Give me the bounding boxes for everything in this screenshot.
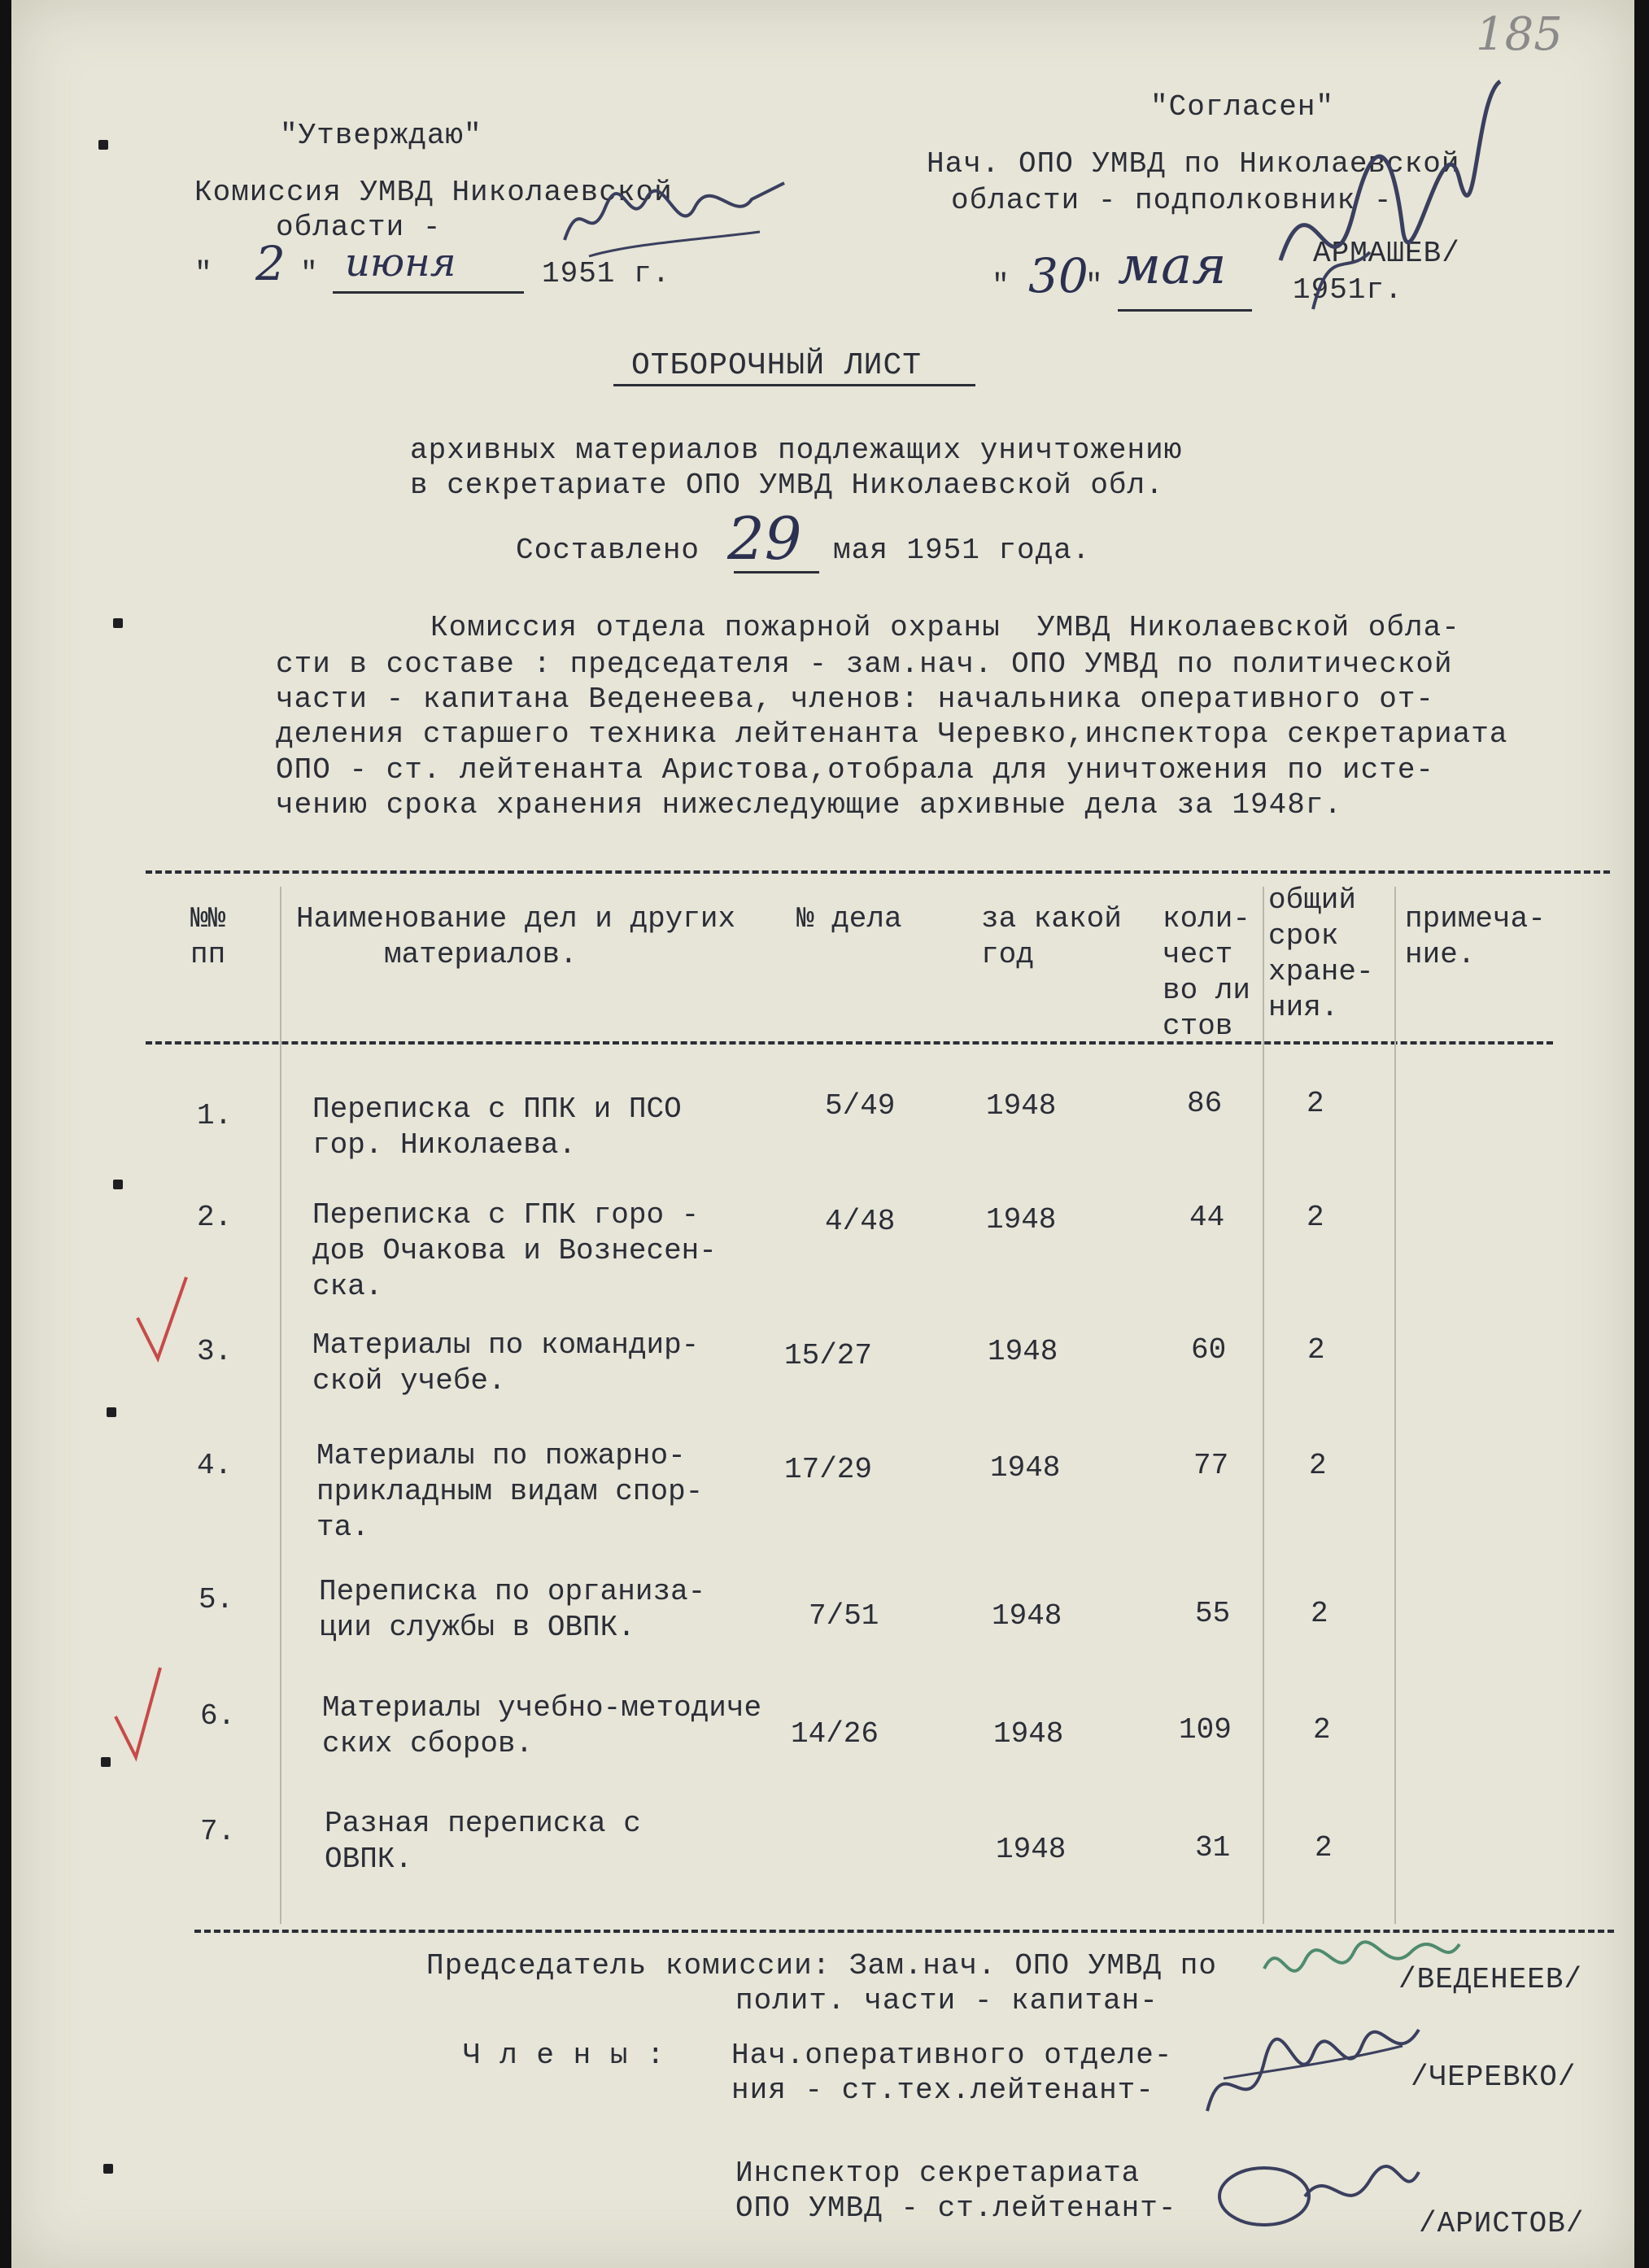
table-column-divider — [1263, 887, 1264, 1924]
row-name: Переписка с ГПК горо - дов Очакова и Вознесен- ска. — [312, 1198, 717, 1303]
row-term: 2 — [1311, 1597, 1328, 1630]
chairman-line-1: Председатель комиссии: Зам.нач. ОПО УМВД по — [426, 1949, 1217, 1982]
row-case: 14/26 — [791, 1717, 879, 1751]
document-page — [11, 0, 1634, 2268]
approve-year: 1951 г. — [542, 257, 671, 290]
row-name: Переписка по организа- ции службы в ОВПК. — [319, 1575, 706, 1644]
table-column-divider — [1394, 887, 1396, 1924]
agree-month-handwritten: мая — [1118, 236, 1227, 296]
member-1-name: /ЧЕРЕВКО/ — [1411, 2061, 1577, 2094]
punch-hole — [113, 1180, 123, 1189]
row-name: Материалы по командир- ской учебе. — [312, 1328, 700, 1398]
approve-date-open-quote: " — [194, 257, 213, 290]
row-year: 1948 — [993, 1717, 1064, 1751]
row-term: 2 — [1307, 1087, 1324, 1120]
row-number: 4. — [197, 1449, 233, 1482]
row-number: 1. — [197, 1099, 233, 1132]
member-2-name: /АРИСТОВ/ — [1419, 2207, 1585, 2240]
row-case: 4/48 — [825, 1205, 896, 1238]
approve-month-handwritten: июня — [345, 240, 456, 286]
agree-signatory: АРМАШЕВ/ — [1313, 237, 1460, 270]
agree-line-1: Нач. ОПО УМВД по Николаевской — [927, 147, 1460, 181]
row-term: 2 — [1307, 1333, 1325, 1367]
row-number: 5. — [198, 1583, 234, 1616]
agree-month-underline — [1118, 309, 1252, 312]
approve-date-close-quote: " — [300, 257, 319, 290]
header-term: общий срок хране- ния. — [1268, 883, 1374, 1024]
row-year: 1948 — [992, 1599, 1062, 1633]
body-line-5: ОПО - ст. лейтенанта Аристова,отобрала для уничтожения по исте- — [276, 753, 1435, 787]
row-term: 2 — [1313, 1713, 1331, 1747]
row-number: 3. — [197, 1335, 233, 1368]
row-case: 5/49 — [825, 1089, 896, 1123]
approve-line-1: Комиссия УМВД Николаевской — [194, 176, 673, 209]
body-line-4: деления старшего техника лейтенанта Черевко,инспектора секретариата — [276, 717, 1508, 751]
row-name: Переписка с ППК и ПСО гор. Николаева. — [312, 1093, 682, 1162]
member-1-signature — [1191, 2013, 1427, 2135]
member-2-signature — [1207, 2148, 1427, 2245]
title-underline — [613, 384, 975, 386]
agree-signature — [1264, 65, 1508, 325]
checkmark-icon — [129, 1269, 194, 1367]
row-name: Разная переписка с ОВПК. — [325, 1807, 641, 1876]
document-title: ОТБОРОЧНЫЙ ЛИСТ — [631, 348, 923, 383]
row-year: 1948 — [986, 1089, 1057, 1123]
row-term: 2 — [1309, 1449, 1327, 1482]
agree-heading: "Согласен" — [1150, 90, 1335, 124]
header-case-number: № дела — [796, 902, 902, 936]
punch-hole — [103, 2164, 113, 2174]
member-2-line-2: ОПО УМВД - ст.лейтенант- — [735, 2192, 1177, 2225]
body-line-6: чению срока хранения нижеследующие архивные дела за 1948г. — [276, 788, 1343, 822]
approve-signature — [556, 175, 801, 273]
compiled-label: Составлено — [516, 534, 700, 567]
row-term: 2 — [1315, 1831, 1333, 1865]
punch-hole — [101, 1757, 111, 1767]
agree-year: 1951г. — [1293, 273, 1403, 307]
compiled-day-handwritten: 29 — [727, 504, 802, 573]
header-notes: примеча- ние. — [1405, 902, 1546, 971]
chairman-line-2: полит. части - капитан- — [735, 1984, 1158, 2017]
body-line-1: Комиссия отдела пожарной охраны УМВД Николаевской обла- — [430, 611, 1460, 644]
header-sheets: коли- чест во ли стов — [1163, 902, 1251, 1043]
row-case: 7/51 — [809, 1599, 879, 1633]
members-label: Ч л е н ы : — [463, 2039, 665, 2072]
member-2-line-1: Инспектор секретариата — [735, 2157, 1141, 2190]
row-sheets: 60 — [1191, 1333, 1227, 1367]
row-number: 2. — [197, 1201, 233, 1234]
compiled-date-rest: мая 1951 года. — [833, 534, 1091, 567]
checkmark-icon — [107, 1660, 172, 1765]
body-line-2: сти в составе : председателя - зам.нач. ОПО УМВД по политической — [276, 648, 1453, 681]
row-sheets: 77 — [1193, 1449, 1229, 1482]
row-sheets: 31 — [1195, 1831, 1231, 1865]
punch-hole — [107, 1407, 116, 1417]
row-term: 2 — [1307, 1201, 1324, 1234]
row-year: 1948 — [988, 1335, 1058, 1368]
header-name: Наименование дел и других материалов. — [296, 902, 736, 971]
subtitle-line-1: архивных материалов подлежащих уничтожению — [410, 434, 1183, 467]
header-number: №№ пп — [190, 902, 226, 971]
row-case: 17/29 — [784, 1453, 873, 1486]
body-line-3: части - капитана Веденеева, членов: начальника оперативного от- — [276, 683, 1435, 716]
row-sheets: 55 — [1195, 1597, 1231, 1630]
row-year: 1948 — [990, 1451, 1061, 1485]
row-sheets: 109 — [1179, 1713, 1232, 1747]
chairman-signature — [1256, 1928, 1468, 2017]
agree-date-close-quote: " — [1085, 269, 1104, 303]
punch-hole — [98, 140, 108, 150]
row-case: 15/27 — [784, 1339, 873, 1372]
punch-hole — [113, 618, 123, 628]
row-number: 6. — [200, 1699, 236, 1733]
table-top-rule — [146, 870, 1610, 874]
member-1-line-1: Нач.оперативного отделе- — [731, 2039, 1173, 2072]
subtitle-line-2: в секретариате ОПО УМВД Николаевской обл. — [410, 469, 1164, 502]
archive-page-number: 185 — [1476, 8, 1563, 61]
header-year: за какой год — [981, 902, 1122, 971]
approve-line-2: области - — [276, 211, 442, 244]
row-sheets: 44 — [1189, 1201, 1225, 1234]
chairman-name: /ВЕДЕНЕЕВ/ — [1398, 1963, 1583, 1996]
row-number: 7. — [200, 1815, 236, 1848]
approve-heading: "Утверждаю" — [280, 119, 482, 152]
row-name: Материалы учебно-методиче ских сборов. — [322, 1691, 762, 1760]
row-name: Материалы по пожарно- прикладным видам спор- та. — [316, 1439, 704, 1544]
compiled-day-underline — [734, 571, 819, 574]
agree-date-open-quote: " — [992, 269, 1010, 303]
row-year: 1948 — [996, 1833, 1067, 1866]
table-header-rule — [146, 1041, 1553, 1045]
table-column-divider — [280, 887, 281, 1924]
agree-day-handwritten: 30 — [1028, 248, 1088, 303]
agree-line-2: области - подполковник - — [951, 184, 1393, 217]
approve-month-underline — [333, 291, 524, 294]
member-1-line-2: ния - ст.тех.лейтенант- — [731, 2074, 1154, 2107]
row-sheets: 86 — [1187, 1087, 1223, 1120]
row-year: 1948 — [986, 1203, 1057, 1236]
approve-day-handwritten: 2 — [255, 236, 286, 291]
